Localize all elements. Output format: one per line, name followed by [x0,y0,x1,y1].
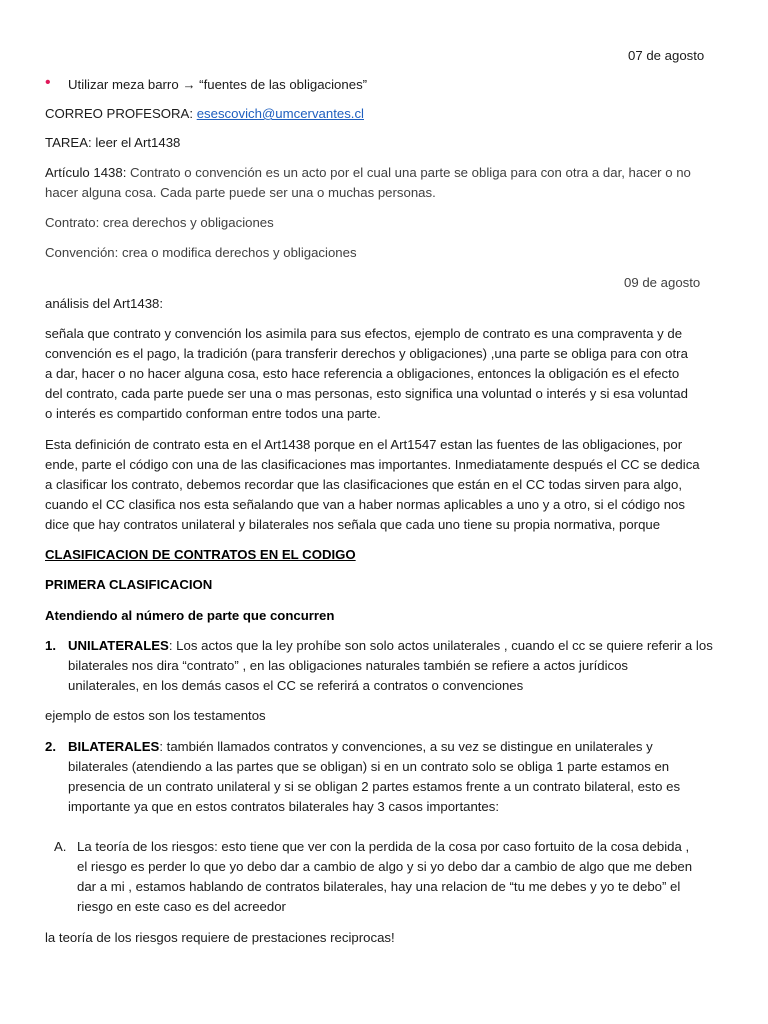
bullet-icon: • [45,74,51,91]
ejemplo-line: ejemplo de estos son los testamentos [45,708,266,723]
item1-line-3: unilaterales, en los demás casos el CC se referirá a contratos o convenciones [68,678,524,693]
item1-label: UNILATERALES [68,638,169,653]
tarea-line: TAREA: leer el Art1438 [45,135,181,150]
itemA-line-3: dar a mi , estamos hablando de contratos bilaterales, hay una relacion de “tu me debes y yo te debo” el [77,879,681,894]
itemA-letter: A. [54,839,67,854]
heading-primera: PRIMERA CLASIFICACION [45,577,213,592]
date-2: 09 de agosto [624,275,701,290]
heading-atendiendo: Atendiendo al número de parte que concurren [45,608,335,623]
para1-line: a dar, hacer o no hacer alguna cosa, esto hace referencia a obligaciones, entonces la obligación es el efecto [45,366,680,381]
date-header: 07 de agosto [628,48,705,63]
item1-number: 1. [45,638,56,653]
convencion-def: Convención: crea o modifica derechos y obligaciones [45,245,357,260]
para1-line: señala que contrato y convención los asimila para sus efectos, ejemplo de contrato es una compraventa y de [45,326,683,341]
itemA-line-2: el riesgo es perder lo que yo debo dar a cambio de algo y si yo debo dar a cambio de algo que me deben [77,859,693,874]
heading-clasificacion: CLASIFICACION DE CONTRATOS EN EL CODIGO [45,547,356,562]
analisis-title: análisis del Art1438: [45,296,164,311]
item2-number: 2. [45,739,56,754]
articulo-line-2: hacer alguna cosa. Cada parte puede ser una o muchas personas. [45,185,436,200]
para2-line: cuando el CC clasifica nos esta señalando que van a haber normas aplicables a uno y a otro, si el código nos [45,497,685,512]
final-note: la teoría de los riesgos requiere de prestaciones reciprocas! [45,930,395,945]
para2-line: dice que hay contratos unilateral y bilaterales nos señala que cada uno tiene su propia normativa, porque [45,517,661,532]
para2-line: ende, parte el código con una de las clasificaciones mas importantes. Inmediatamente después el CC se dedica [45,457,700,472]
item2-line-2: bilaterales (atendiendo a las partes que se obligan) si en un contrato solo se obliga 1 parte estamos en [68,759,670,774]
item2-line-1: BILATERALES: también llamados contratos y convenciones, a su vez se distingue en unilaterales y [68,739,653,754]
para1-line: o interés es compartido conforman entre todos una parte. [45,406,381,421]
para1-line: convención es el pago, la tradición (para transferir derechos y obligaciones) ,una parte se obliga para con otra [45,346,688,361]
email-link[interactable]: esescovich@umcervantes.cl [196,106,364,121]
correo-line [45,104,364,124]
item2-line-3: presencia de un contrato unilateral y si se obligan 2 partes estamos frente a un contrato bilateral, esto es [68,779,681,794]
para2-line: a clasificar los contrato, debemos recordar que las clasificaciones que están en el CC todas sirven para algo, [45,477,682,492]
para1-line: del contrato, cada parte puede ser una o mas personas, esto significa una voluntad o interés y si esa voluntad [45,386,688,401]
itemA-line-4: riesgo en este caso es del acreedor [77,899,286,914]
contrato-def: Contrato: crea derechos y obligaciones [45,215,274,230]
articulo-line-1: Artículo 1438: Contrato o convención es un acto por el cual una parte se obliga para con otra a dar, hacer o no [45,165,691,180]
articulo-label: Artículo 1438: [45,165,127,180]
item1-line-2: bilaterales nos dira “contrato” , en las obligaciones naturales también se refiere a actos jurídicos [68,658,629,673]
para2-line: Esta definición de contrato esta en el Art1438 porque en el Art1547 estan las fuentes de las obligaciones, por [45,437,683,452]
bullet-note: Utilizar meza barro → “fuentes de las obligaciones” [68,77,368,92]
item1-line-1: UNILATERALES: Los actos que la ley prohíbe son solo actos unilaterales , cuando el cc se quiere referir a los [68,638,713,653]
item2-line-4: importante ya que en estos contratos bilaterales hay 3 casos importantes: [68,799,500,814]
correo-label: CORREO PROFESORA: [45,106,197,121]
itemA-line-1: La teoría de los riesgos: esto tiene que ver con la perdida de la cosa por caso fortuito de la cosa debida , [77,839,690,854]
item2-label: BILATERALES [68,739,160,754]
